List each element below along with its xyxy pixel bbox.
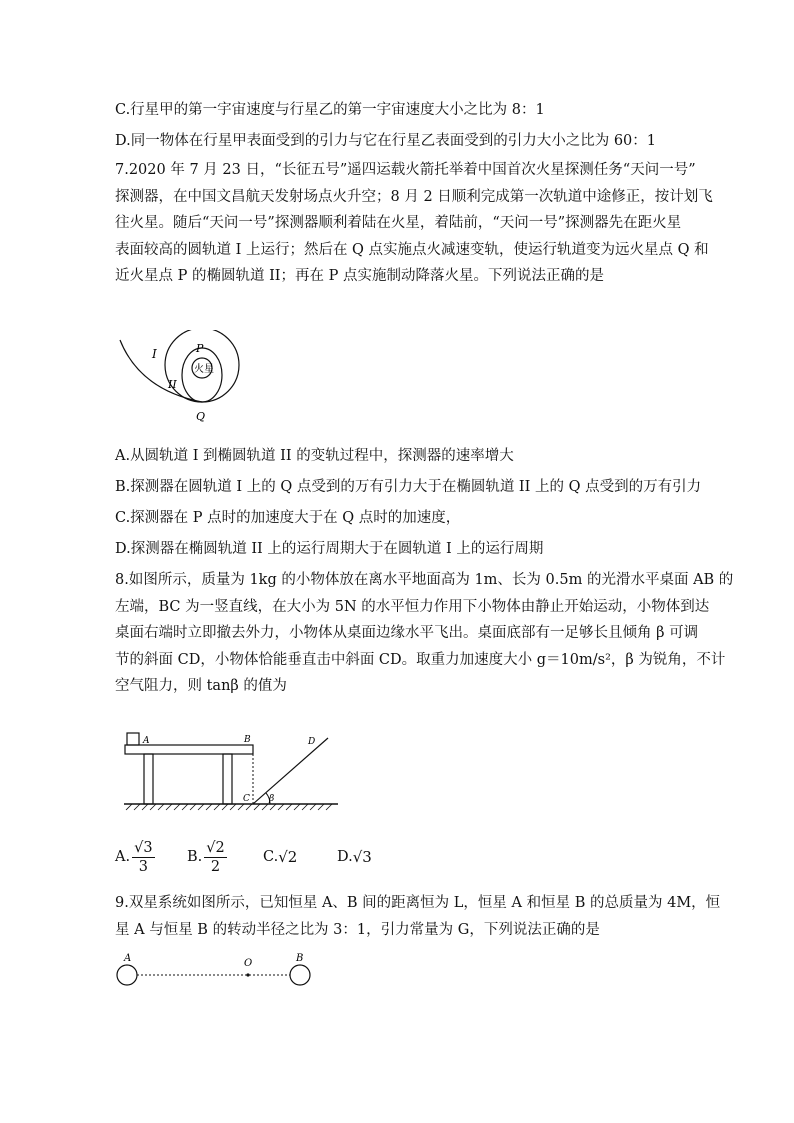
q7-option-b: B.探测器在圆轨道 I 上的 Q 点受到的万有引力大于在椭圆轨道 II 上的 Q 点受到的万有引力 [115,479,702,495]
q8-choice-a [115,835,155,879]
choice-d-prefix: D. [337,849,353,865]
table-top [125,745,253,754]
choice-d-value: √3 [352,848,372,866]
q9-binary-star-figure [110,952,320,988]
q7-stem [115,157,713,290]
choice-b-numerator: √2 [206,839,225,856]
choice-a-numerator: √3 [134,839,153,856]
q9-stem-line: 9.双星系统如图所示，已知恒星 A、B 间的距离恒为 L，恒星 A 和恒星 B 的总质量为 4M，恒 [115,895,721,911]
choice-b-fraction [204,839,226,876]
elliptical-orbit-2 [182,348,222,402]
q7-orbit-figure [110,330,250,430]
q8-stem-line: 节的斜面 CD，小物体恰能垂直击中斜面 CD。取重力加速度大小 g＝10m/s²，β 为锐角，不计 [115,651,726,668]
point-c-label: C [243,794,250,804]
center-o-label: O [244,958,253,969]
choice-c-prefix: C. [263,849,279,865]
choice-a-denominator: 3 [138,858,148,875]
q8-stem-line: 左端，BC 为一竖直线，在大小为 5N 的水平恒力作用下小物体由静止开始运动，小物体到达 [115,598,710,615]
point-a-label: A [143,736,150,746]
q7-stem-line: 探测器，在中国文昌航天发射场点火升空；8 月 2 日顺利完成第一次轨道中途修正，按计划飞 [115,188,713,205]
q7-stem-line: 7.2020 年 7 月 23 日，“长征五号”遥四运载火箭托举着中国首次火星探测任务“天问一号” [115,162,696,178]
table-leg-left [144,754,153,804]
q8-stem-line: 桌面右端时立即撤去外力，小物体从桌面边缘水平飞出。桌面底部有一足够长且倾角 β 可调 [115,625,699,642]
choice-b-denominator: 2 [210,858,221,875]
star-a-label: A [124,953,132,964]
ground-hatching [126,804,332,810]
center-o-dot [246,973,249,976]
q7-option-c: C.探测器在 P 点时的加速度大于在 Q 点时的加速度， [115,510,461,526]
table-leg-right [223,754,232,804]
incline-cd [253,738,328,804]
q6-option-c: C.行星甲的第一宇宙速度与行星乙的第一宇宙速度大小之比为 8：1 [115,102,545,118]
q6-option-d: D.同一物体在行星甲表面受到的引力与它在行星乙表面受到的引力大小之比为 60：1 [115,133,656,149]
q7-option-d: D.探测器在椭圆轨道 II 上的运行周期大于在圆轨道 I 上的运行周期 [115,541,544,557]
point-q-label: Q [196,410,206,423]
star-b-label: B [296,953,304,964]
star-a-circle [117,965,137,985]
star-b-circle [290,965,310,985]
q8-choice-d [337,835,372,879]
point-p-label: P [196,342,204,355]
q8-choice-b [187,835,227,879]
q7-stem-line: 近火星点 P 的椭圆轨道 II；再在 P 点实施制动降落火星。下列说法正确的是 [115,268,605,285]
q8-stem [115,567,734,700]
beta-label: β [269,794,275,804]
orbit1-label: I [152,347,157,361]
q8-stem-line: 空气阻力，则 tanβ 的值为 [115,678,287,695]
mars-label: 火星 [194,364,214,375]
choice-b-prefix: B. [187,849,203,865]
q8-stem-line: 8.如图所示，质量为 1kg 的小物体放在离水平地面高为 1m、长为 0.5m 的光滑水平桌面 AB 的 [115,572,734,588]
q7-option-a: A.从圆轨道 I 到椭圆轨道 II 的变轨过程中，探测器的速率增大 [115,448,514,464]
trajectory-curve [120,340,202,402]
point-d-label: D [308,737,316,747]
choice-a-prefix: A. [115,849,131,865]
orbit2-label: II [168,378,177,391]
q7-stem-line: 表面较高的圆轨道 I 上运行；然后在 Q 点实施点火减速变轨，使运行轨道变为远火星点 Q 和 [115,241,709,258]
q9-stem-line: 星 A 与恒星 B 的转动半径之比为 3：1，引力常量为 G，下列说法正确的是 [115,921,600,938]
q8-choice-c [263,835,297,879]
choice-a-fraction [132,839,154,876]
q7-stem-line: 往火星。随后“天问一号”探测器顺利着陆在火星，着陆前，“天问一号”探测器先在距火星 [115,215,682,232]
point-b-label: B [244,735,251,745]
q8-table-incline-figure [120,730,340,815]
q9-stem [115,890,721,943]
choice-c-value: √2 [278,848,298,866]
small-block [127,733,139,745]
